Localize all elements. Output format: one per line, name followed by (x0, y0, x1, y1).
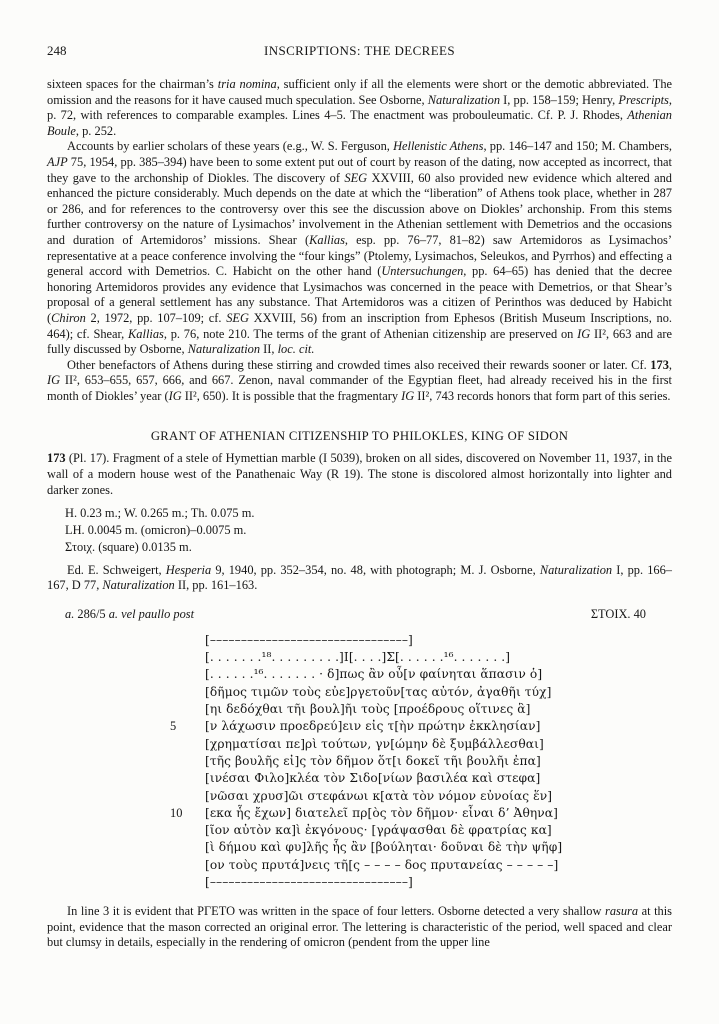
page-content (47, 77, 672, 951)
text-segment: XXVIII, 60 also provided new evidence which altered and enhanced the picture considerably. Much depends on the date at which the “liberation” of Athens took place, whether in 287 or 286, and for references to the controversy over this see the discussion above on Diokles’ archonship. From this stems further controversy on the nature of Lysimachos’ involvement in the Athenian settlement with Demetrios and the occasions and duration of Artemidoros’ missions. Shear ( (47, 170, 672, 247)
text-segment: 9, 1940, pp. 352–354, no. 48, with photograph; M. J. Osborne, (211, 562, 540, 577)
inscription-line (170, 857, 672, 874)
text-segment: Untersuchungen (381, 264, 464, 279)
inscription-line-number: 10 (170, 805, 183, 820)
text-segment: II, (260, 342, 278, 357)
editions-paragraph (47, 563, 672, 594)
inscription-line-text: [ν λάχωσιν προεδρεύ]ειν εἰς τ[ὴν πρώτην ἐκκλησίαν] (205, 719, 541, 734)
text-segment: XXVIII, 56) from an inscription from Ephesos (British Museum Inscriptions, no. 464); cf. Shear, (47, 310, 672, 341)
text-segment: Naturalization (102, 578, 175, 593)
inscription-line-text: [ῖον αὐτὸν κα]ὶ ἐκγόνους· [γράψασθαι δὲ φρατρίας κα] (205, 823, 552, 838)
inscription-line-text: [δῆμος τιμῶν τοὺς εὐε]ργετοῦν[τας αὐτόν, ἀγαθῆι τύχ] (205, 684, 552, 699)
text-segment: Hesperia (165, 562, 212, 577)
inscription-line (170, 788, 672, 805)
text-segment: In line 3 it is evident that ΡΓΕΤΟ was written in the space of four letters. Osborne detected a very shallow (67, 904, 605, 919)
text-segment: 173 (650, 357, 669, 372)
text-segment: , esp. pp. 76–77, 81–82) saw Artemidoros as Lysimachos’ representative at a peace conference involving the “four kings” (Ptolemy, Lysimachos, Seleukos, and Pyrrhos) and effecting a general accord with Demetrios. C. Habicht on the other hand ( (47, 232, 672, 279)
text-segment: 286/5 (74, 606, 109, 621)
text-segment: Naturalization (539, 562, 613, 577)
measurements-block (47, 505, 672, 555)
text-segment: Naturalization (187, 342, 261, 357)
inscription-line (170, 753, 672, 770)
text-segment: II², 743 records honors that form part of this series. (414, 388, 671, 403)
stoichedon-count-label: ΣΤΟΙΧ. 40 (590, 606, 646, 621)
inscription-line-text: [νῶσαι χρυσ]ῶι στεφάνωι κ[ατὰ τὸν νόμον εὐνοίας ἕν] (205, 788, 553, 803)
page-header (47, 43, 672, 59)
catalog-entry-description (47, 451, 672, 498)
text-segment: Accounts by earlier scholars of these years (e.g., W. S. Ferguson, (67, 139, 394, 154)
text-segment: 2, 1972, pp. 107–109; cf. (85, 310, 227, 325)
date-row (47, 607, 672, 622)
inscription-line (170, 839, 672, 856)
text-segment: , p. 72, with references to comparable examples. Lines 4–5. The enactment was probouleumatic. Cf. P. J. Rhodes, (47, 92, 672, 123)
text-segment: at this point, evidence that the mason corrected an original error. The lettering is characteristic of the period, well spaced and clear but clumsy in details, especially in the rendering of omicron (pendent from the upper line (47, 904, 672, 950)
text-segment: a. (65, 606, 75, 621)
text-segment: SEG (226, 310, 249, 325)
running-head-title: INSCRIPTIONS: THE DECREES (263, 43, 456, 58)
date-label (65, 607, 194, 622)
text-segment: Kallias (128, 326, 164, 341)
measurement-letter-height: LH. 0.0045 m. (omicron)–0.0075 m. (65, 523, 247, 538)
inscription-line-text: [ὶ δήμου καὶ φυ]λῆς ἧς ἂν [βούληται· δοῦναι δὲ τὴν ψῆφ] (205, 840, 563, 855)
text-segment: a. vel paullo post (108, 606, 195, 621)
text-segment: , p. 252. (75, 123, 117, 138)
paragraph-scholarship (47, 139, 672, 357)
text-segment: IG (401, 388, 415, 403)
inscription-line (170, 666, 672, 683)
inscription-line-text: [ινέσαι Φιλο]κλέα τὸν Σιδο[νίων βασιλέα καὶ στεφα] (205, 771, 541, 786)
text-segment: II², 653–655, 657, 666, and 667. Zenon, naval commander of the Egyptian fleet, had already received his in the first month of Diokles’ year ( (47, 373, 672, 403)
inscription-line-text: [τῆς βουλῆς εἰ]ς τὸν δῆμον ὅτ[ι δοκεῖ τῆι βουλῆι ἐπα] (205, 753, 541, 768)
text-segment: sixteen spaces for the chairman’s (47, 77, 218, 91)
text-segment: , pp. 146–147 and 150; M. Chambers, (483, 139, 672, 154)
text-segment: Hellenistic Athens (393, 139, 484, 154)
inscription-line-text: [ον τοὺς πρυτά]νεις τῆ[ς – – – – δος πρυτανείας – – – – –] (205, 857, 559, 872)
inscription-line-number: 5 (170, 719, 177, 734)
measurement-height: H. 0.23 m.; W. 0.265 m.; Th. 0.075 m. (65, 506, 255, 521)
inscription-line (170, 701, 672, 718)
inscription-line-text: [––––––––––––––––––––––––––––––––] (205, 874, 413, 889)
text-segment: Prescripts (618, 92, 669, 107)
text-segment: IG (47, 373, 61, 388)
text-segment: loc. cit. (277, 342, 315, 357)
paragraph-continuation (47, 77, 672, 139)
inscription-line-text: [––––––––––––––––––––––––––––––––] (205, 632, 413, 647)
inscription-line (170, 822, 672, 839)
text-segment: I, pp. 158–159; Henry, (500, 92, 619, 107)
text-segment: , pp. 64–65) has denied that the decree honoring Artemidoros provides any evidence that Lysimachos was concerned in the peace with Demetrios, or that Shear’s proposal of a general settlement has any substance. That Artemidoros was a citizen of Perinthos was deduced by Habicht ( (47, 264, 672, 325)
text-segment: Kallias (309, 232, 345, 247)
measurement-stoichedon: Στοιχ. (square) 0.0135 m. (65, 539, 192, 554)
text-segment: Ed. E. Schweigert, (67, 562, 166, 577)
inscription-line-text: [χρηματίσαι πε]ρὶ τούτων, γν[ώμην δὲ ξυμβάλλεσθαι] (205, 736, 544, 751)
text-segment: II², 650). It is possible that the fragmentary (181, 388, 402, 403)
inscription-line-text: [. . . . . .¹⁶. . . . . . . · δ]πως ἂν οὖ[ν φαίνηται ἅπασιν ὁ] (205, 667, 543, 682)
text-segment: Athenian Boule (47, 108, 672, 138)
inscription-line (170, 874, 672, 891)
paragraph-benefactors (47, 358, 672, 405)
text-segment: Chiron (51, 310, 86, 325)
inscription-line-text: [ηι δεδόχθαι τῆι βουλ]ῆι τοὺς [προέδρους οἵτινες ἃ] (205, 702, 531, 717)
text-segment: 75, 1954, pp. 385–394) have been to some extent put out of court by reason of the dating, now accepted as incorrect, that they gave to the archonship of Diokles. The discovery of (47, 154, 672, 185)
inscription-line-text: [. . . . . . .¹⁸. . . . . . . . .]Ι[. . . .]Σ[. . . . . .¹⁶. . . . . . .] (205, 650, 511, 665)
text-segment: 173 (47, 451, 66, 466)
text-segment: Naturalization (427, 92, 501, 107)
text-segment: tria nomina (217, 77, 277, 91)
text-segment: II, pp. 161–163. (174, 578, 258, 593)
text-segment: SEG (344, 170, 368, 185)
inscription-line (170, 718, 672, 735)
section-heading: GRANT OF ATHENIAN CITIZENSHIP TO PHILOKLES, KING OF SIDON (150, 429, 569, 444)
text-segment: I, pp. 166–167, D 77, (47, 562, 672, 593)
text-segment: IG (577, 326, 591, 341)
inscription-line (170, 805, 672, 822)
inscription-line-text: [εκα ἧς ἔχων] διατελεῖ πρ[ὸς τὸν δῆμον· εἶναι δ’ Ἀθηνα] (205, 805, 558, 820)
inscription-line (170, 649, 672, 666)
text-segment: , p. 76, note 210. The terms of the grant of Athenian citizenship are preserved on (163, 326, 578, 341)
text-segment: II², 663 and are fully discussed by Osborne, (47, 326, 673, 357)
inscription-line (170, 736, 672, 753)
text-segment: IG (168, 388, 182, 403)
text-segment: Other benefactors of Athens during these stirring and crowded times also received their rewards sooner or later. Cf. (67, 357, 651, 372)
commentary-paragraph (47, 904, 672, 951)
inscription-line (170, 770, 672, 787)
text-segment: , sufficient only if all the elements were short or the demotic abbreviated. The omission and the reasons for it have caused much speculation. See Osborne, (47, 77, 673, 107)
text-segment: (Pl. 17). Fragment of a stele of Hymettian marble (I 5039), broken on all sides, discovered on November 11, 1937, in the wall of a modern house west of the Panathenaic Way (R 19). The stone is discolored almost horizontally into lighter and darker zones. (47, 451, 672, 497)
text-segment: AJP (47, 154, 68, 169)
inscription-line (170, 632, 672, 649)
page-number: 248 (47, 43, 67, 58)
text-segment: , (668, 357, 672, 372)
inscription-text-block (170, 632, 672, 891)
text-segment: rasura (605, 904, 639, 919)
inscription-line (170, 684, 672, 701)
